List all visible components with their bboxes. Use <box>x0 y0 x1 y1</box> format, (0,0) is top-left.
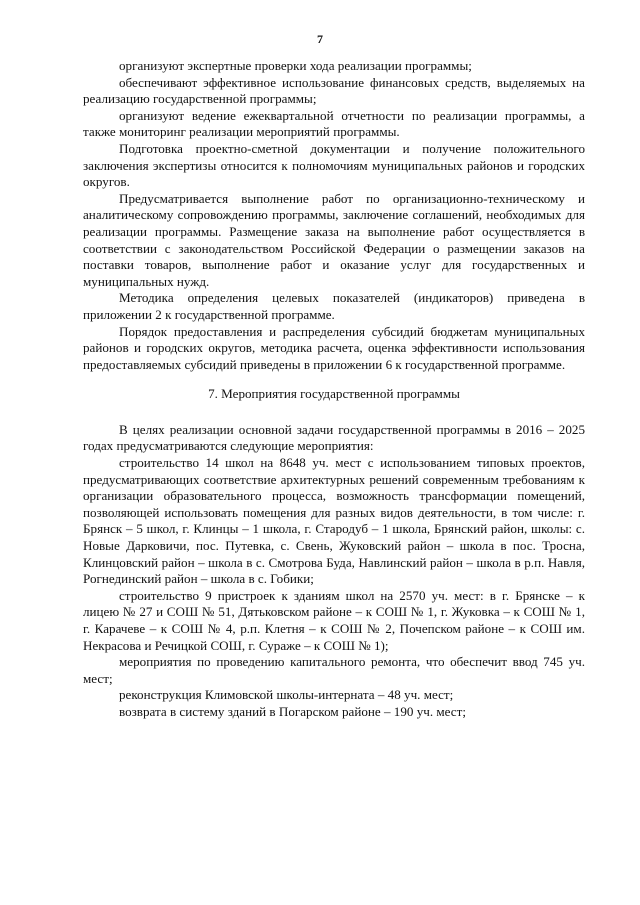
paragraph: организуют экспертные проверки хода реализации программы; <box>119 58 472 73</box>
paragraph: Методика определения целевых показателей (индикаторов) приведена в приложении 2 к государственной программе. <box>83 290 585 322</box>
section-heading: 7. Мероприятия государственной программы <box>208 386 460 402</box>
list-item: возврата в систему зданий в Погарском районе – 190 уч. мест; <box>119 703 466 719</box>
paragraph: Предусматривается выполнение работ по организационно-техническому и аналитическому сопровождению программы, заключение соглашений, необходимых для реализации программы. Размещение заказа на выполнение работ осуществляется в соответствии с законодательством Российской Федерации о размещении заказов на поставки товаров, выполнение работ и оказание услуг для государственных и муниципальных нужд. <box>83 190 585 289</box>
page-number: 7 <box>317 32 323 46</box>
list-item: строительство 14 школ на 8648 уч. мест с использованием типовых проектов, предусматривающих соответствие архитектурных решений современным требованиям к организации образовательного процесса, возможность трансформации помещений, позволяющей использовать помещения для разных видов деятельности, в том числе: г. Брянск – 5 школ, г. Клинцы – 1 школа, г. Стародуб – 1 школа, Брянский район, школы: с. Новые Дарковичи, пос. Путевка, с. Свень, Жуковский район – школа в пос. Тросна, Клинцовский район – школа в с. Смотрова Буда, Навлинский район – школа в р.п. Навля, Рогнединский район – школа в с. Гобики; <box>83 455 585 587</box>
paragraph: Подготовка проектно-сметной документации и получение положительного заключения экспертизы относится к полномочиям муниципальных районов и городских округов. <box>83 140 585 190</box>
list-item: мероприятия по проведению капитального ремонта, что обеспечит ввод 745 уч. мест; <box>83 654 585 686</box>
document-body <box>83 58 585 721</box>
paragraph: Порядок предоставления и распределения субсидий бюджетам муниципальных районов и городских округов, методика расчета, оценка эффективности использования предоставляемых субсидий приведены в приложении 6 к государственной программе. <box>83 323 585 372</box>
list-item: реконструкция Климовской школы-интерната – 48 уч. мест; <box>119 687 454 703</box>
paragraph: организуют ведение ежеквартальной отчетности по реализации программы, а также мониторинг реализации мероприятий программы. <box>83 107 585 140</box>
paragraph: В целях реализации основной задачи государственной программы в 2016 – 2025 годах предусматриваются следующие мероприятия: <box>83 421 585 454</box>
list-item: строительство 9 пристроек к зданиям школ на 2570 уч. мест: в г. Брянске – к лицею № 27 и СОШ № 51, Дятьковском районе – к СОШ № 1, г. Жуковка – к СОШ № 1, г. Карачеве – к СОШ № 4, р.п. Клетня – к СОШ № 2, Почепском районе – к СОШ им. Некрасова и Речицкой СОШ, г. Сураже – к СОШ № 1); <box>83 587 585 653</box>
paragraph: обеспечивают эффективное использование финансовых средств, выделяемых на реализацию государственной программы; <box>83 74 585 107</box>
